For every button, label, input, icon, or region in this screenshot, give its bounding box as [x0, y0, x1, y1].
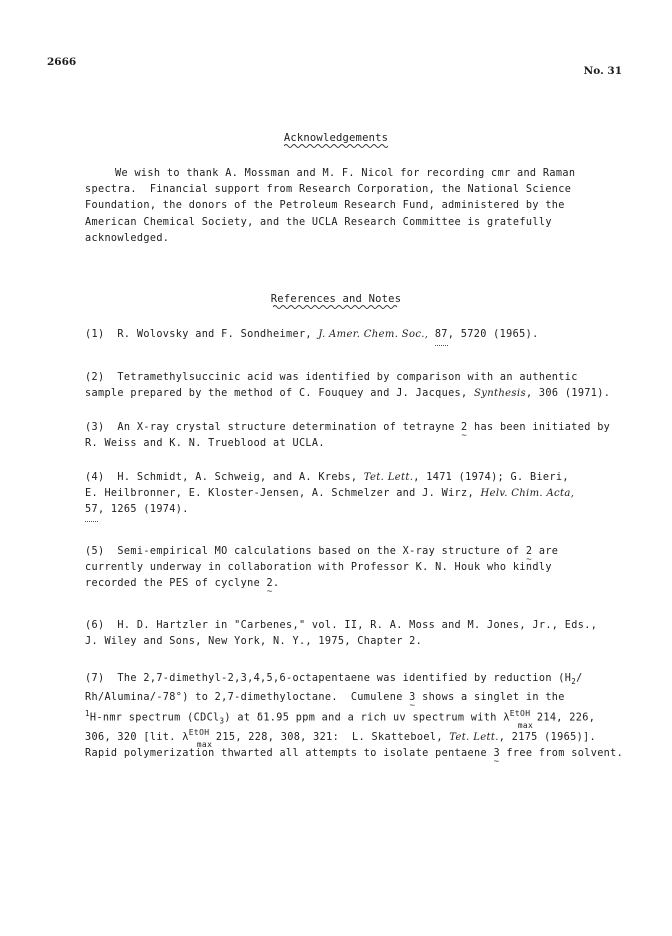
ref-text: recorded the PES of cyclyne	[85, 578, 267, 590]
compound-number: 2 ~	[461, 420, 467, 436]
reference-3	[85, 420, 611, 452]
ref-text: are	[532, 546, 559, 557]
reference-1	[85, 327, 585, 343]
lambda-annotation: $^{EtOH}$ max	[188, 728, 213, 750]
references-title: References and Notes	[270, 293, 402, 305]
ref-text: sample prepared by the method of C. Fouquey and J. Jacques,	[85, 388, 475, 400]
issue-number: No. 31	[583, 65, 622, 77]
ref-line: (6) H. D. Hartzler in "Carbenes," vol. II, R. A. Moss and M. Jones, Jr., Eds.,	[85, 620, 598, 631]
wavy-underline-icon	[273, 304, 399, 311]
ack-line: American Chemical Society, and the UCLA Research Committee is gratefully	[85, 216, 552, 228]
reference-4	[85, 470, 585, 519]
page-number: 2666	[47, 56, 77, 68]
superscript: 1	[85, 709, 90, 719]
ref-text: , 1265 (1974).	[97, 504, 189, 516]
ref-text: (1) R. Wolovsky and F. Sondheimer,	[85, 329, 319, 340]
ack-line: spectra. Financial support from Research Corporation, the National Science	[85, 184, 572, 196]
ref-text: , 5720 (1965).	[447, 329, 539, 340]
ref-text: ) at δ1.95 ppm and a rich uv spectrum with λ	[224, 712, 510, 724]
ref-text: 215, 228, 308, 321: L. Skatteboel,	[209, 732, 450, 744]
journal-name: Tet. Lett.	[449, 732, 499, 744]
reference-5	[85, 544, 585, 593]
ref-text: , 2175 (1965)].	[498, 732, 597, 744]
ref-text: H-nmr spectrum (CDCl	[89, 712, 220, 724]
ref-text: E. Heilbronner, E. Kloster-Jensen, A. Schmelzer and J. Wirz,	[85, 488, 481, 500]
journal-name: Tet. Lett.	[363, 472, 414, 483]
journal-name: Synthesis	[474, 388, 526, 400]
acknowledgements-heading	[0, 132, 672, 150]
reference-2	[85, 370, 611, 402]
ref-text: (3) An X-ray crystal structure determination of tetrayne	[85, 422, 462, 433]
compound-number: 3 ~	[409, 690, 415, 706]
ref-text: 306, 320 [lit. λ	[85, 732, 189, 744]
references-heading	[0, 293, 672, 311]
ref-text: free from solvent.	[499, 748, 624, 760]
volume-number: 57	[85, 502, 98, 518]
ref-text: .	[273, 578, 280, 590]
acknowledgements-title: Acknowledgements	[283, 132, 389, 144]
ref-text: 214, 226,	[530, 712, 596, 724]
reference-6	[85, 618, 598, 650]
ack-line: Foundation, the donors of the Petroleum Research Fund, administered by the	[85, 200, 565, 212]
ref-text: /	[576, 673, 583, 684]
ref-line: J. Wiley and Sons, New York, N. Y., 1975, Chapter 2.	[85, 636, 423, 648]
acknowledgements-body	[85, 166, 585, 247]
ref-text: , 1471 (1974); G. Bieri,	[413, 472, 569, 483]
ref-text: , 306 (1971).	[525, 388, 611, 400]
subscript: 3	[219, 716, 225, 726]
ref-text: has been initiated by	[467, 422, 611, 433]
lambda-annotation: $^{EtOH}$ max	[509, 708, 534, 730]
volume-number: 87	[435, 327, 448, 343]
ref-text: Rapid polymerization thwarted all attempts to isolate pentaene	[85, 748, 494, 760]
compound-number: 3 ~	[493, 746, 499, 762]
ref-line: (2) Tetramethylsuccinic acid was identified by comparison with an authentic	[85, 372, 578, 383]
journal-name: Helv. Chim. Acta,	[480, 488, 575, 500]
ack-line: We wish to thank A. Mossman and M. F. Nicol for recording cmr and Raman	[115, 168, 576, 179]
journal-name: J. Amer. Chem. Soc.,	[318, 329, 429, 340]
compound-number: 2 ~	[267, 576, 273, 592]
ref-text: Rh/Alumina/-78°) to 2,7-dimethyloctane. Cumulene	[85, 692, 410, 704]
compound-number: 2 ~	[526, 544, 532, 560]
ref-text: shows a singlet in the	[415, 692, 565, 704]
reference-7	[85, 671, 624, 762]
ref-line: R. Weiss and K. N. Trueblood at UCLA.	[85, 438, 325, 450]
ref-text: (7) The 2,7-dimethyl-2,3,4,5,6-octapentaene was identified by reduction (H	[85, 673, 572, 684]
subscript: 2	[571, 677, 577, 687]
ref-line: currently underway in collaboration with Professor K. N. Houk who kindly	[85, 562, 552, 574]
ref-text: (5) Semi-empirical MO calculations based on the X-ray structure of	[85, 546, 526, 557]
ref-text: (4) H. Schmidt, A. Schweig, and A. Krebs,	[85, 472, 364, 483]
wavy-underline-icon	[284, 143, 388, 150]
ack-line: acknowledged.	[85, 232, 170, 244]
